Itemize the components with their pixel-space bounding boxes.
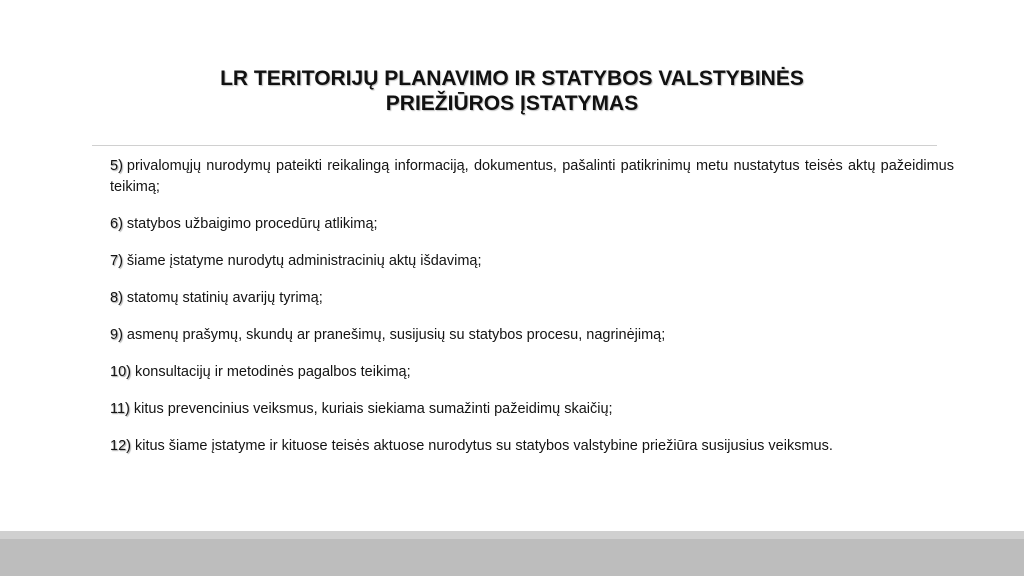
item-number: 11) xyxy=(110,401,130,417)
item-number: 9) xyxy=(110,327,123,343)
item-text: kitus prevencinius veiksmus, kuriais siekiama sumažinti pažeidimų skaičių; xyxy=(133,401,613,417)
item-number: 8) xyxy=(110,290,123,306)
item-text: statybos užbaigimo procedūrų atlikimą; xyxy=(126,216,378,232)
list-item xyxy=(110,436,954,457)
list-item xyxy=(110,288,954,309)
item-text: asmenų prašymų, skundų ar pranešimų, susijusių su statybos procesu, nagrinėjimą; xyxy=(126,327,666,343)
item-text: konsultacijų ir metodinės pagalbos teikimą; xyxy=(134,364,411,380)
item-text: kitus šiame įstatyme ir kituose teisės aktuose nurodytus su statybos valstybine priežiūra susijusius veiksmus. xyxy=(134,438,833,454)
list-item xyxy=(110,214,954,235)
list-item xyxy=(110,251,954,272)
list-item xyxy=(110,325,954,346)
item-number: 6) xyxy=(110,216,123,232)
slide-title-line-1: LR TERITORIJŲ PLANAVIMO IR STATYBOS VALSTYBINĖS xyxy=(220,67,804,90)
slide-title xyxy=(100,66,924,116)
title-divider xyxy=(92,145,937,146)
item-number: 12) xyxy=(110,438,131,454)
item-text: privalomųjų nurodymų pateikti reikalingą informaciją, dokumentus, pašalinti patikrinimų metu nustatytus teisės aktų pažeidimus teikimą; xyxy=(110,158,954,195)
item-number: 10) xyxy=(110,364,131,380)
footer-bar-inner xyxy=(0,539,1024,576)
list-item xyxy=(110,362,954,383)
item-number: 7) xyxy=(110,253,123,269)
slide-title-line-2: PRIEŽIŪROS ĮSTATYMAS xyxy=(385,92,639,115)
item-list xyxy=(110,156,954,473)
item-text: šiame įstatyme nurodytų administracinių aktų išdavimą; xyxy=(126,253,482,269)
item-number: 5) xyxy=(110,158,123,174)
footer-bar xyxy=(0,531,1024,576)
list-item xyxy=(110,399,954,420)
list-item xyxy=(110,156,954,198)
item-text: statomų statinių avarijų tyrimą; xyxy=(126,290,323,306)
